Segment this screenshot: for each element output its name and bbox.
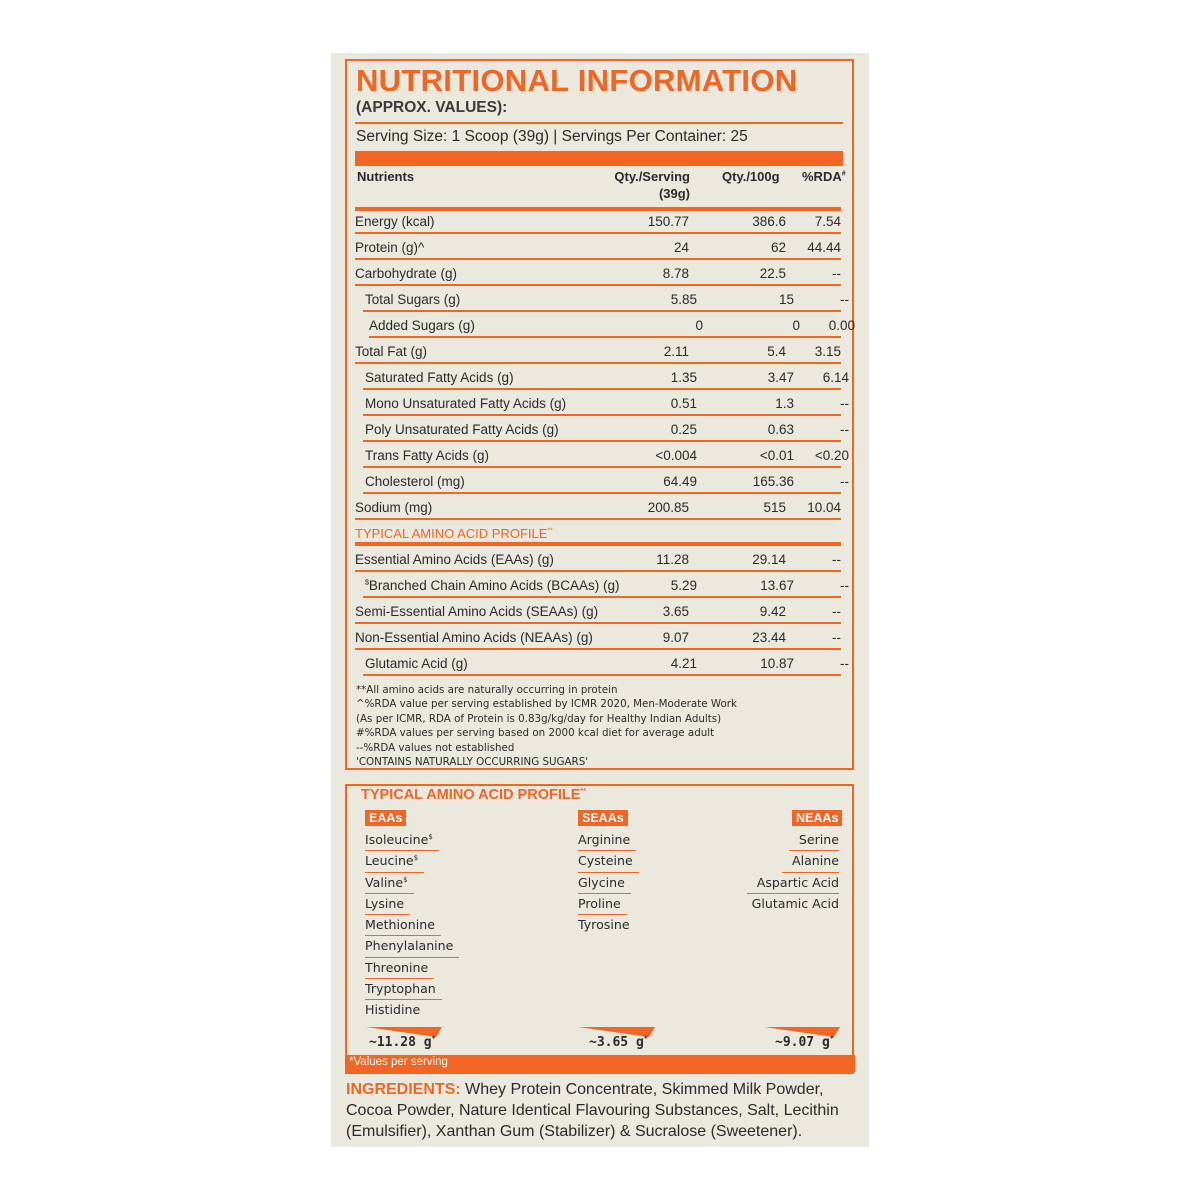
row-value-v3: --: [832, 552, 841, 567]
row-value-v3: --: [840, 578, 849, 593]
table-row: [363, 364, 849, 390]
seaa-item: Tyrosine: [578, 917, 630, 933]
eaa-item: Methionine: [365, 915, 441, 936]
nutrition-title: NUTRITIONAL INFORMATION: [356, 63, 798, 98]
row-label: Total Fat (g): [355, 344, 428, 359]
row-value-v2: 0.63: [767, 422, 794, 437]
row-value-v3: 7.54: [814, 214, 841, 229]
row-value-v1: 0.51: [670, 396, 697, 411]
row-value-v2: 15: [778, 292, 794, 307]
table-row: [355, 520, 841, 546]
divider: [355, 122, 843, 124]
eaa-item: Isoleucine$: [365, 830, 439, 851]
eaa-item: Valine$: [365, 873, 414, 894]
header-rda: %RDA#: [802, 169, 846, 184]
footnote-line: 'CONTAINS NATURALLY OCCURRING SUGARS': [356, 756, 589, 769]
row-value-v1: 0.25: [670, 422, 697, 437]
ingredients: [346, 1079, 861, 1142]
table-row: [369, 312, 855, 338]
footnote-line: ^%RDA value per serving established by ICMR 2020, Men-Moderate Work: [356, 698, 737, 711]
header-qty-100g: Qty./100g: [722, 169, 780, 184]
eaa-item: Tryptophan: [365, 979, 442, 1000]
seaa-total: ~3.65 g*: [589, 1034, 649, 1050]
neaa-list: [742, 830, 839, 915]
row-value-v1: 1.35: [670, 370, 697, 385]
row-value-v3: --: [832, 266, 841, 281]
row-value-v3: --: [840, 422, 849, 437]
row-label: Sodium (mg): [355, 500, 433, 515]
row-label: Total Sugars (g): [365, 292, 461, 307]
row-value-v3: 0.00: [828, 318, 855, 333]
row-value-v2: <0.01: [759, 448, 794, 463]
neaa-total: ~9.07 g*: [775, 1034, 835, 1050]
row-value-v2: 22.5: [759, 266, 786, 281]
amino-title: TYPICAL AMINO ACID PROFILE**: [361, 787, 586, 803]
serving-info: Serving Size: 1 Scoop (39g) | Servings Per Container: 25: [356, 128, 748, 145]
row-value-v3: 3.15: [814, 344, 841, 359]
row-value-v1: 0: [695, 318, 703, 333]
seaa-item: Glycine: [578, 873, 631, 894]
table-row: [355, 260, 841, 286]
table-row: [355, 338, 841, 364]
table-row: [355, 624, 841, 650]
nutrition-table: [355, 208, 855, 676]
ingredients-label: INGREDIENTS:: [346, 1081, 461, 1098]
row-value-v2: 1.3: [775, 396, 794, 411]
table-row: [363, 650, 849, 676]
ingredients-text: Whey Protein Concentrate, Skimmed Milk Powder, Cocoa Powder, Nature Identical Flavouring Substances, Salt, Lecithin (Emulsifier), Xanthan Gum (Stabilizer) & Sucralose (Sweetener).: [346, 1081, 839, 1140]
table-row: [355, 494, 841, 520]
row-label: Cholesterol (mg): [365, 474, 465, 489]
row-value-v2: 5.4: [767, 344, 786, 359]
neaa-item: Glutamic Acid: [751, 895, 839, 911]
eaa-item: Histidine: [365, 1002, 421, 1018]
row-value-v1: 24: [673, 240, 689, 255]
row-value-v3: --: [832, 604, 841, 619]
header-bar: [355, 151, 843, 166]
row-value-v3: --: [840, 292, 849, 307]
row-value-v2: 62: [770, 240, 786, 255]
footnote-line: #%RDA values per serving based on 2000 kcal diet for average adult: [356, 727, 715, 740]
row-value-v1: 9.07: [662, 630, 689, 645]
row-label: Non-Essential Amino Acids (NEAAs) (g): [355, 630, 593, 645]
row-value-v2: 9.42: [759, 604, 786, 619]
neaa-item: Alanine: [782, 851, 839, 872]
values-footnote: *Values per serving: [349, 1056, 448, 1068]
eaa-total: ~11.28 g*: [369, 1034, 436, 1050]
row-value-v1: 5.29: [670, 578, 697, 593]
row-value-v3: <0.20: [814, 448, 849, 463]
row-label: Trans Fatty Acids (g): [365, 448, 490, 463]
table-row: [355, 546, 841, 572]
table-row: [363, 286, 849, 312]
header-qty-serving: Qty./Serving (39g): [614, 169, 690, 201]
table-row: [363, 468, 849, 494]
footnote-line: **All amino acids are naturally occurring in protein: [356, 684, 618, 696]
neaa-item: Aspartic Acid: [747, 873, 839, 894]
eaa-item: Lysine: [365, 894, 410, 915]
row-label: Energy (kcal): [355, 214, 435, 229]
row-value-v1: <0.004: [655, 448, 697, 463]
row-value-v1: 5.85: [670, 292, 697, 307]
seaa-item: Arginine: [578, 830, 636, 851]
row-value-v2: 23.44: [752, 630, 786, 645]
table-row: [363, 442, 849, 468]
row-value-v2: 515: [763, 500, 786, 515]
table-row: [363, 390, 849, 416]
row-value-v3: --: [840, 474, 849, 489]
row-value-v3: --: [840, 396, 849, 411]
eaa-tag: EAAs: [365, 810, 406, 826]
row-value-v1: 150.77: [647, 214, 689, 229]
footnote-line: --%RDA values not established: [356, 741, 515, 754]
row-value-v2: 386.6: [752, 214, 786, 229]
row-value-v3: 10.04: [807, 500, 841, 515]
seaa-item: Cysteine: [578, 851, 639, 872]
eaa-item: Phenylalanine: [365, 936, 459, 957]
row-value-v2: 29.14: [752, 552, 786, 567]
nutrition-subtitle: (APPROX. VALUES):: [356, 99, 508, 116]
table-row: [355, 598, 841, 624]
row-value-v3: --: [832, 630, 841, 645]
row-label: Carbohydrate (g): [355, 266, 458, 281]
row-label: Saturated Fatty Acids (g): [365, 370, 514, 385]
row-value-v3: 44.44: [807, 240, 841, 255]
row-label: Protein (g)^: [355, 240, 425, 255]
seaa-item: Proline: [578, 894, 627, 915]
table-row: [355, 234, 841, 260]
row-label: Poly Unsaturated Fatty Acids (g): [365, 422, 559, 437]
seaa-list: [578, 830, 639, 936]
row-value-v2: 165.36: [752, 474, 794, 489]
row-value-v1: 64.49: [663, 474, 697, 489]
row-label: Mono Unsaturated Fatty Acids (g): [365, 396, 567, 411]
seaa-tag: SEAAs: [578, 810, 628, 826]
row-label: Added Sugars (g): [369, 318, 475, 333]
row-value-v1: 8.78: [662, 266, 689, 281]
row-value-v2: 13.67: [760, 578, 794, 593]
row-value-v1: 2.11: [663, 344, 689, 359]
table-row: [363, 572, 849, 598]
row-label: Semi-Essential Amino Acids (SEAAs) (g): [355, 604, 599, 619]
table-row: [355, 208, 841, 234]
header-nutrients: Nutrients: [357, 169, 415, 184]
row-value-v1: 3.65: [662, 604, 689, 619]
neaa-tag: NEAAs: [792, 810, 842, 826]
row-label: $Branched Chain Amino Acids (BCAAs) (g): [365, 578, 620, 593]
row-value-v3: --: [840, 656, 849, 671]
neaa-item: Serine: [789, 830, 839, 851]
footnotes: [356, 683, 737, 769]
row-label: Essential Amino Acids (EAAs) (g): [355, 552, 554, 567]
row-value-v2: 10.87: [760, 656, 794, 671]
row-label: TYPICAL AMINO ACID PROFILE**: [355, 526, 553, 541]
table-row: [363, 416, 849, 442]
eaa-list: [365, 830, 459, 1022]
row-value-v3: 6.14: [822, 370, 849, 385]
row-value-v2: 3.47: [767, 370, 794, 385]
row-value-v1: 4.21: [670, 656, 697, 671]
eaa-item: Leucine$: [365, 851, 424, 872]
row-value-v1: 11.28: [656, 552, 689, 567]
footnote-line: (As per ICMR, RDA of Protein is 0.83g/kg/day for Healthy Indian Adults): [356, 712, 722, 725]
eaa-item: Threonine: [365, 958, 434, 979]
row-value-v2: 0: [792, 318, 800, 333]
row-value-v1: 200.85: [647, 500, 689, 515]
row-label: Glutamic Acid (g): [365, 656, 468, 671]
